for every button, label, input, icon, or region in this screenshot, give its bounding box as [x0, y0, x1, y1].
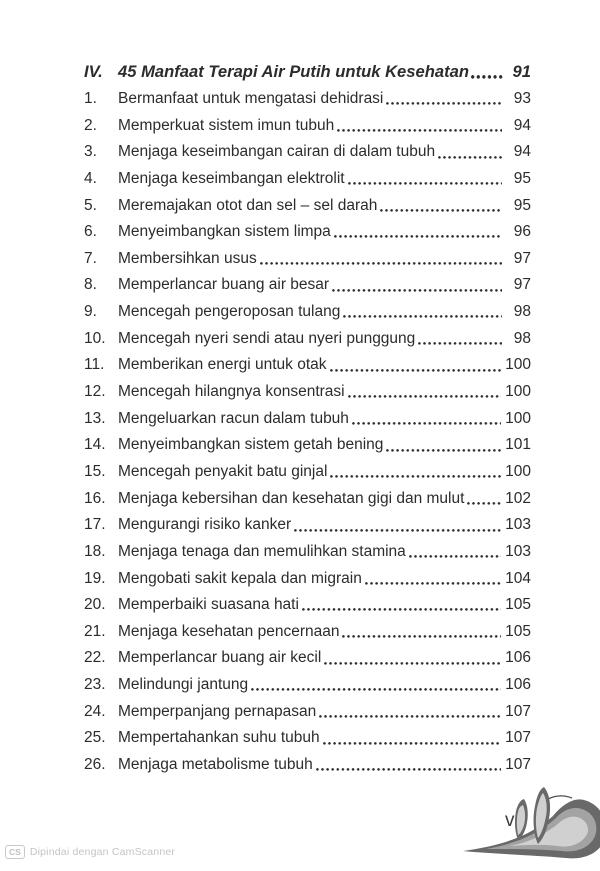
toc-entry-number: 7. [84, 249, 97, 267]
toc-entry-row [84, 508, 531, 535]
toc-entry-title: Meremajakan otot dan sel – sel darah [118, 196, 378, 214]
dot-leader [251, 688, 501, 691]
camscanner-watermark [5, 845, 175, 859]
toc-entry-row [84, 481, 531, 508]
toc-entry-row [84, 162, 531, 189]
toc-entry-title: Melindungi jantung [118, 676, 249, 694]
toc-entry-page-number: 98 [513, 303, 531, 321]
toc-entry-page-number: 97 [513, 249, 531, 267]
toc-entry-page-number: 107 [505, 729, 531, 747]
toc-entry-page-number: 106 [505, 649, 531, 667]
toc-entry-page-number: 98 [513, 329, 531, 347]
toc-entry-title: Menyeimbangkan sistem limpa [118, 223, 331, 241]
toc-entry-page-number: 94 [513, 116, 531, 134]
toc-entry-title: Memperlancar buang air besar [118, 276, 330, 294]
dot-leader [380, 209, 502, 212]
toc-entry-page-number: 97 [513, 276, 531, 294]
dot-leader [337, 129, 502, 132]
dot-leader [471, 75, 503, 79]
dot-leader [348, 395, 502, 398]
toc-entry-page-number: 94 [513, 143, 531, 161]
toc-entry-page-number: 100 [505, 409, 531, 427]
toc-entry-title: Bermanfaat untuk mengatasi dehidrasi [118, 90, 384, 107]
toc-entry-number: 12. [84, 383, 106, 401]
toc-entry-page-number: 107 [505, 702, 531, 720]
toc-entry-title: Menjaga keseimbangan elektrolit [118, 169, 345, 187]
toc-entry-page-number: 103 [505, 516, 531, 534]
toc-entry-title: Memperkuat sistem imun tubuh [118, 116, 335, 134]
water-splash-icon [458, 776, 600, 871]
dot-leader [467, 502, 501, 505]
toc-entry-row [84, 108, 531, 135]
toc-entry-row [84, 614, 531, 641]
dot-leader [330, 369, 502, 372]
toc-entry-title: Menjaga kesehatan pencernaan [118, 622, 340, 640]
dot-leader [316, 768, 501, 771]
toc-entry-number: 25. [84, 729, 106, 747]
toc-entry-row [84, 241, 531, 268]
toc-entry-row [84, 561, 531, 588]
toc-entry-title: Mengurangi risiko kanker [118, 516, 292, 534]
toc-entry-page-number: 100 [505, 356, 531, 374]
toc-entry-row [84, 188, 531, 215]
toc-entry-page-number: 95 [513, 196, 531, 214]
toc-entry-number: 8. [84, 276, 97, 294]
toc-entry-title: Memperbaiki suasana hati [118, 596, 299, 614]
dot-leader [330, 475, 501, 478]
toc-entry-page-number: 104 [505, 569, 531, 587]
book-page-folio: v [505, 810, 515, 831]
toc-entry-page-number: 93 [513, 90, 531, 107]
toc-entry-row [84, 748, 531, 775]
toc-entry-number: 14. [84, 436, 106, 454]
toc-entry-row [84, 321, 531, 348]
toc-entry-row [84, 455, 531, 482]
toc-entry-row [84, 268, 531, 295]
dot-leader [332, 289, 502, 292]
toc-entry-page-number: 106 [505, 676, 531, 694]
dot-leader [294, 529, 501, 532]
toc-entry-title: Mempertahankan suhu tubuh [118, 729, 320, 747]
toc-entry-page-number: 96 [513, 223, 531, 241]
toc-entry-number: 22. [84, 649, 106, 667]
toc-entry-number: 6. [84, 223, 97, 241]
toc-entry-number: 26. [84, 756, 106, 774]
toc-entry-page-number: 105 [505, 622, 531, 640]
toc-entry-row [84, 135, 531, 162]
dot-leader [438, 156, 502, 159]
dot-leader [342, 635, 501, 638]
toc-entry-title: Mengeluarkan racun dalam tubuh [118, 409, 349, 427]
toc-entry-row [84, 668, 531, 695]
toc-entry-title: Mencegah penyakit batu ginjal [118, 462, 328, 480]
toc-entry-number: 4. [84, 169, 97, 187]
toc-entry-number: 11. [84, 356, 105, 374]
toc-entry-number: 13. [84, 409, 106, 427]
dot-leader [418, 342, 502, 345]
chapter-page-number: 91 [512, 62, 531, 82]
toc-entry-page-number: 95 [513, 169, 531, 187]
toc-entry-page-number: 102 [505, 489, 531, 507]
toc-entry-row [84, 694, 531, 721]
toc-entry-number: 5. [84, 196, 97, 214]
dot-leader [319, 715, 501, 718]
toc-entry-page-number: 100 [505, 383, 531, 401]
toc-entry-title: Memperpanjang pernapasan [118, 702, 317, 720]
toc-entry-number: 17. [84, 516, 106, 534]
dot-leader [409, 555, 501, 558]
toc-entry-title: Mencegah pengeroposan tulang [118, 303, 341, 321]
dot-leader [386, 449, 501, 452]
toc-entry-title: Menjaga metabolisme tubuh [118, 756, 313, 774]
table-of-contents [84, 55, 531, 774]
dot-leader [302, 608, 501, 611]
watermark-text: Dipindai dengan CamScanner [29, 846, 176, 859]
toc-entry-row [84, 215, 531, 242]
toc-entry-number: 15. [84, 462, 106, 480]
toc-entry-number: 21. [84, 622, 106, 640]
camscanner-logo-icon: CS [5, 845, 25, 859]
toc-entry-row [84, 375, 531, 402]
toc-entry-row [84, 535, 531, 562]
toc-entry-row [84, 428, 531, 455]
chapter-numeral: IV. [84, 62, 103, 82]
toc-entry-title: Menjaga kebersihan dan kesehatan gigi dan mulut [118, 489, 465, 507]
dot-leader [334, 235, 502, 238]
toc-entry-number: 2. [84, 116, 97, 134]
toc-entry-number: 10. [84, 329, 106, 347]
toc-entry-title: Mencegah hilangnya konsentrasi [118, 383, 345, 401]
toc-entry-number: 20. [84, 596, 106, 614]
toc-entry-number: 9. [84, 303, 97, 321]
toc-entry-row [84, 82, 531, 109]
toc-entry-page-number: 101 [505, 436, 531, 454]
chapter-title: 45 Manfaat Terapi Air Putih untuk Kesehatan [118, 62, 469, 82]
toc-entry-title: Menjaga tenaga dan memulihkan stamina [118, 542, 406, 560]
dot-leader [352, 422, 501, 425]
dot-leader [365, 582, 501, 585]
toc-entry-page-number: 107 [505, 756, 531, 774]
toc-entry-page-number: 103 [505, 542, 531, 560]
dot-leader [348, 182, 502, 185]
toc-entry-row [84, 348, 531, 375]
toc-chapter-row [84, 55, 531, 82]
toc-entry-number: 23. [84, 676, 106, 694]
toc-entry-number: 1. [84, 90, 97, 107]
toc-entry-page-number: 105 [505, 596, 531, 614]
toc-entry-title: Mencegah nyeri sendi atau nyeri punggung [118, 329, 416, 347]
toc-entry-title: Menjaga keseimbangan cairan di dalam tubuh [118, 143, 436, 161]
toc-entry-number: 3. [84, 143, 97, 161]
dot-leader [343, 315, 502, 318]
toc-entry-row [84, 721, 531, 748]
toc-entry-title: Membersihkan usus [118, 249, 257, 267]
toc-entry-title: Mengobati sakit kepala dan migrain [118, 569, 362, 587]
dot-leader [386, 102, 502, 105]
toc-entry-title: Memperlancar buang air kecil [118, 649, 322, 667]
dot-leader [324, 662, 501, 665]
toc-entry-title: Menyeimbangkan sistem getah bening [118, 436, 384, 454]
toc-entry-row [84, 588, 531, 615]
toc-entry-number: 24. [84, 702, 106, 720]
toc-entry-row [84, 295, 531, 322]
toc-entry-number: 18. [84, 542, 106, 560]
toc-entry-number: 16. [84, 489, 106, 507]
toc-entry-row [84, 641, 531, 668]
toc-entry-list [84, 82, 531, 775]
dot-leader [323, 742, 501, 745]
toc-entry-page-number: 100 [505, 462, 531, 480]
dot-leader [260, 262, 502, 265]
toc-entry-title: Memberikan energi untuk otak [118, 356, 327, 374]
toc-entry-number: 19. [84, 569, 106, 587]
toc-entry-row [84, 401, 531, 428]
